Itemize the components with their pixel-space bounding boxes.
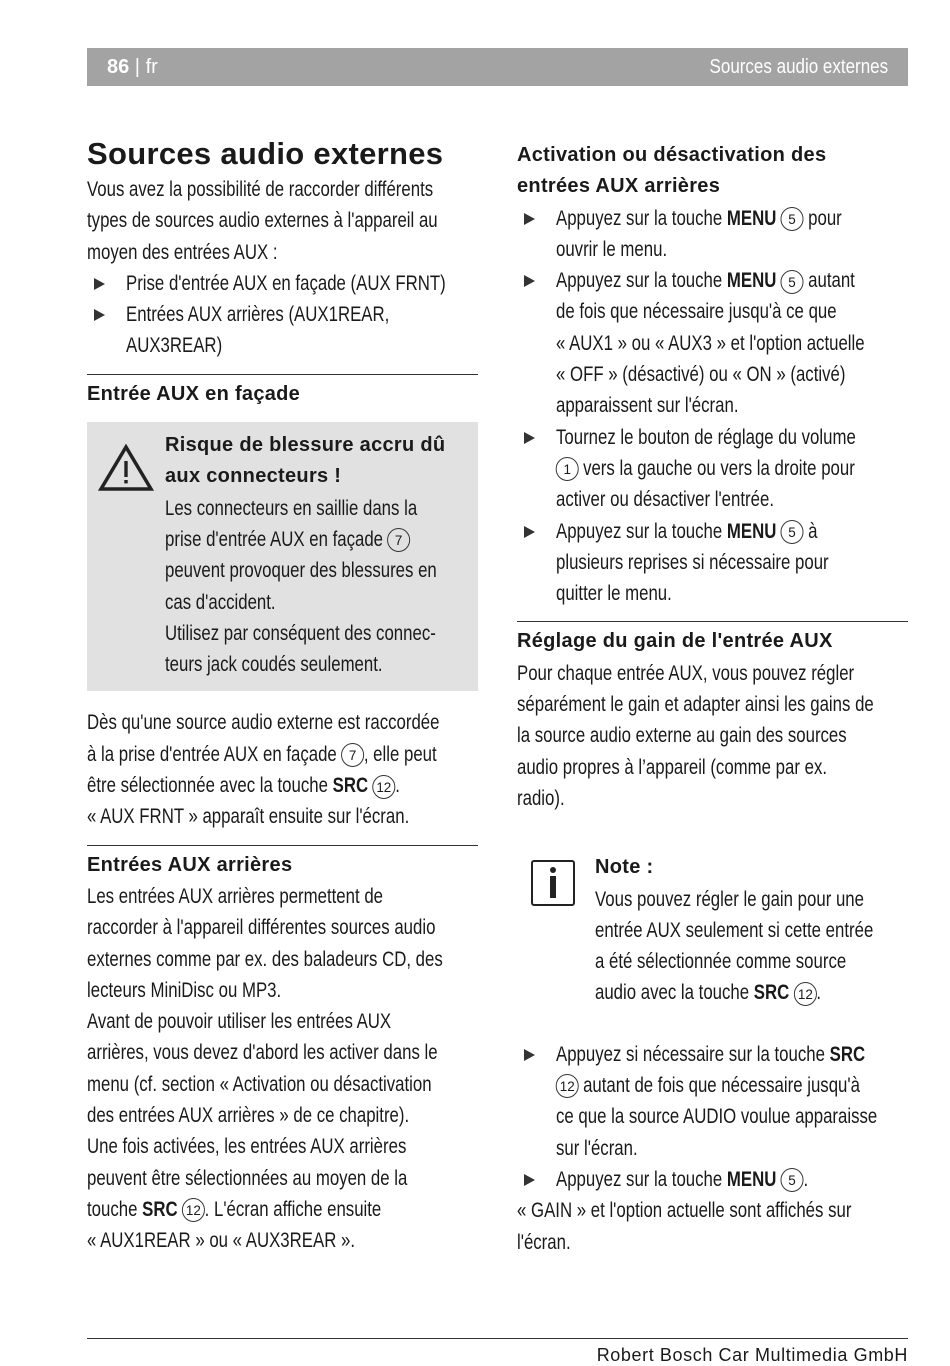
bullet-arrow-icon xyxy=(524,1174,535,1186)
text-line xyxy=(165,618,436,649)
bullet-item xyxy=(517,422,908,516)
key-label: MENU xyxy=(726,206,777,230)
subsection-heading: Activation ou désactivation des xyxy=(517,144,827,166)
key-label: SRC xyxy=(142,1197,178,1221)
bullet-item xyxy=(87,268,478,299)
warning-title: aux connecteurs ! xyxy=(165,465,342,488)
text-line xyxy=(165,493,418,524)
warning-box xyxy=(87,422,478,691)
text-segment: Appuyez sur la touche xyxy=(556,519,727,543)
text-segment: séparément le gain et adapter ainsi les gains de xyxy=(517,693,874,717)
text-segment: Les entrées AUX arrières permettent de xyxy=(87,884,384,908)
text-line xyxy=(556,1133,838,1164)
text-line xyxy=(87,944,443,975)
divider xyxy=(87,374,478,375)
paragraph xyxy=(517,658,908,814)
callout-number: 12 xyxy=(372,775,395,799)
text-segment: Appuyez sur la touche xyxy=(556,269,727,293)
text-segment: peuvent provoquer des blessures en xyxy=(165,559,437,583)
paragraph xyxy=(87,174,478,268)
text-line xyxy=(126,268,446,299)
callout-number: 12 xyxy=(556,1074,579,1098)
text-line xyxy=(556,1101,878,1132)
text-line xyxy=(87,1100,410,1131)
text-line xyxy=(517,752,830,783)
text-line xyxy=(556,265,855,296)
text-line xyxy=(87,1225,400,1256)
text-line xyxy=(517,658,855,689)
subsection-heading: Entrées AUX arrières xyxy=(87,853,293,876)
text-segment: prise d'entrée AUX en façade xyxy=(165,527,388,551)
text-line xyxy=(556,516,838,547)
text-segment: Pour chaque entrée AUX, vous pouvez régler xyxy=(517,661,855,685)
divider xyxy=(87,845,478,846)
text-line xyxy=(87,174,434,205)
text-segment: AUX3REAR) xyxy=(126,334,223,358)
text-segment: . xyxy=(395,774,400,798)
key-label: MENU xyxy=(726,519,777,543)
text-segment: Une fois activées, les entrées AUX arrières xyxy=(87,1135,407,1159)
text-segment: peuvent être sélectionnées au moyen de la xyxy=(87,1166,408,1190)
text-segment: plusieurs reprises si nécessaire pour xyxy=(556,550,829,574)
text-line xyxy=(595,915,874,946)
bullet-item xyxy=(517,203,908,266)
paragraph xyxy=(517,1195,908,1258)
callout-number: 12 xyxy=(794,982,817,1006)
callout-number: 5 xyxy=(781,270,804,294)
text-segment: Prise d'entrée AUX en façade (AUX FRNT) xyxy=(126,271,446,295)
bullet-item xyxy=(517,516,908,610)
key-label: SRC xyxy=(332,774,369,798)
text-line xyxy=(126,330,408,361)
text-segment: de fois que nécessaire jusqu'à ce que xyxy=(556,300,837,324)
text-segment: entrée AUX seulement si cette entrée xyxy=(595,918,874,942)
text-segment: des entrées AUX arrières » de ce chapitre). xyxy=(87,1104,410,1128)
text-line xyxy=(87,1194,400,1225)
callout-number: 7 xyxy=(341,743,364,767)
text-line xyxy=(87,770,400,801)
text-segment: à xyxy=(803,519,818,543)
text-line xyxy=(556,1070,860,1101)
text-line xyxy=(556,390,838,421)
bullet-item xyxy=(517,1039,908,1164)
text-segment: a été sélectionnée comme source xyxy=(595,950,847,974)
text-segment: « OFF » (désactivé) ou « ON » (activé) xyxy=(556,363,846,387)
subsection-heading: Entrée AUX en façade xyxy=(87,382,301,405)
text-line xyxy=(556,422,856,453)
divider xyxy=(517,621,908,622)
page-footer xyxy=(87,1338,908,1365)
text-line xyxy=(556,328,865,359)
right-column xyxy=(517,140,908,1258)
warning-triangle-icon xyxy=(98,444,154,497)
bullet-arrow-icon xyxy=(524,1049,535,1061)
key-label: SRC xyxy=(753,981,790,1005)
text-line xyxy=(87,1006,400,1037)
callout-number: 5 xyxy=(781,207,804,231)
text-segment: Dès qu'une source audio externe est raccordée xyxy=(87,711,440,735)
text-segment: lecteurs MiniDisc ou MP3. xyxy=(87,978,282,1002)
text-line xyxy=(165,649,412,680)
callout-number: 1 xyxy=(556,457,579,481)
text-segment: radio). xyxy=(517,786,565,810)
text-line xyxy=(87,1163,408,1194)
text-segment: « AUX1 » ou « AUX3 » et l'option actuelle xyxy=(556,331,865,355)
text-segment: pour xyxy=(803,206,842,230)
warning-title: Risque de blessure accru dû xyxy=(165,434,446,457)
text-segment: sur l'écran. xyxy=(556,1136,638,1160)
text-line xyxy=(165,587,412,618)
footer-company: Robert Bosch Car Multimedia GmbH xyxy=(596,1345,908,1365)
note-title: Note : xyxy=(595,856,654,879)
bullet-arrow-icon xyxy=(524,213,535,225)
text-segment: Entrées AUX arrières (AUX1REAR, xyxy=(126,303,390,327)
text-segment: la source audio externe au gain des sources xyxy=(517,724,847,748)
text-segment: . L'écran affiche ensuite xyxy=(204,1197,382,1221)
text-segment: autant xyxy=(803,269,855,293)
bullet-item xyxy=(87,299,478,362)
bullet-arrow-icon xyxy=(524,432,535,444)
text-segment: à la prise d'entrée AUX en façade xyxy=(87,742,342,766)
text-segment: autant de fois que nécessaire jusqu'à xyxy=(578,1074,860,1098)
text-segment: teurs jack coudés seulement. xyxy=(165,653,383,677)
callout-number: 5 xyxy=(781,1168,804,1192)
text-segment: « GAIN » et l'option actuelle sont affichés sur xyxy=(517,1199,852,1223)
text-segment: raccorder à l'appareil différentes sources audio xyxy=(87,916,436,940)
text-line xyxy=(595,977,845,1008)
left-column xyxy=(87,134,478,1257)
text-line xyxy=(517,1227,830,1258)
text-segment: touche xyxy=(87,1197,143,1221)
text-segment: , elle peut xyxy=(363,742,437,766)
info-icon xyxy=(531,860,575,906)
text-segment: types de sources audio externes à l'appareil au xyxy=(87,209,438,233)
text-line xyxy=(556,484,838,515)
text-line xyxy=(87,237,400,268)
text-line xyxy=(556,296,838,327)
bullet-item xyxy=(517,1164,908,1195)
text-line xyxy=(126,299,408,330)
bullet-arrow-icon xyxy=(524,275,535,287)
text-segment: cas d'accident. xyxy=(165,590,276,614)
text-segment: « AUX1REAR » ou « AUX3REAR ». xyxy=(87,1229,356,1253)
text-segment: quitter le menu. xyxy=(556,582,672,606)
text-line xyxy=(517,689,874,720)
text-line xyxy=(87,881,400,912)
text-segment: « AUX FRNT » apparaît ensuite sur l'écran. xyxy=(87,805,410,829)
text-segment: externes comme par ex. des baladeurs CD, des xyxy=(87,947,443,971)
text-segment: Avant de pouvoir utiliser les entrées AUX xyxy=(87,1010,392,1034)
text-segment: moyen des entrées AUX : xyxy=(87,240,278,264)
text-line xyxy=(87,707,440,738)
text-line xyxy=(517,783,830,814)
page-header xyxy=(87,48,908,86)
text-segment: Les connecteurs en saillie dans la xyxy=(165,496,418,520)
text-line xyxy=(87,739,437,770)
paragraph xyxy=(87,881,478,1257)
text-segment: audio propres à l’appareil (comme par ex. xyxy=(517,755,828,779)
text-segment: apparaissent sur l'écran. xyxy=(556,394,739,418)
subsection-heading: entrées AUX arrières xyxy=(517,175,721,198)
text-line xyxy=(87,1037,438,1068)
key-label: MENU xyxy=(726,269,777,293)
text-line xyxy=(87,205,438,236)
text-line xyxy=(517,720,847,751)
text-segment: l'écran. xyxy=(517,1230,571,1254)
paragraph xyxy=(87,707,478,832)
note-box xyxy=(517,852,908,1008)
text-segment: . xyxy=(816,981,822,1005)
section-title: Sources audio externes xyxy=(709,56,888,78)
text-segment: vers la gauche ou vers la droite pour xyxy=(578,456,855,480)
bullet-arrow-icon xyxy=(524,526,535,538)
text-line xyxy=(556,234,838,265)
bullet-arrow-icon xyxy=(94,278,105,290)
text-segment: . xyxy=(803,1167,809,1191)
text-line xyxy=(87,1131,407,1162)
text-line xyxy=(556,203,842,234)
text-segment: Utilisez par conséquent des connec- xyxy=(165,621,436,645)
text-segment: être sélectionnée avec la touche xyxy=(87,774,333,798)
section-heading: Sources audio externes xyxy=(87,136,444,171)
text-segment: menu (cf. section « Activation ou désactivation xyxy=(87,1072,432,1096)
subsection-heading: Réglage du gain de l'entrée AUX xyxy=(517,630,833,653)
text-line xyxy=(165,524,412,555)
text-segment: ouvrir le menu. xyxy=(556,237,668,261)
text-line xyxy=(595,946,845,977)
language: fr xyxy=(145,56,158,78)
text-segment: Tournez le bouton de réglage du volume xyxy=(556,425,856,449)
text-line xyxy=(87,1069,432,1100)
page-info: 86 | fr xyxy=(107,56,158,78)
text-line xyxy=(595,884,864,915)
text-segment: Appuyez sur la touche xyxy=(556,206,727,230)
text-line xyxy=(556,1164,838,1195)
text-line xyxy=(517,1195,852,1226)
bullet-item xyxy=(517,265,908,421)
text-line xyxy=(87,912,436,943)
text-line xyxy=(556,547,838,578)
text-segment: ce que la source AUDIO voulue apparaisse xyxy=(556,1105,878,1129)
text-line xyxy=(556,359,846,390)
page-number: 86 xyxy=(107,56,130,78)
text-segment: audio avec la touche xyxy=(595,981,754,1005)
text-segment: Appuyez sur la touche xyxy=(556,1167,727,1191)
text-segment: Appuyez si nécessaire sur la touche xyxy=(556,1042,830,1066)
text-segment: activer ou désactiver l'entrée. xyxy=(556,488,774,512)
text-line xyxy=(556,453,855,484)
callout-number: 7 xyxy=(387,528,410,552)
text-line xyxy=(87,975,400,1006)
text-segment: Vous avez la possibilité de raccorder différents xyxy=(87,178,434,201)
text-line xyxy=(556,578,838,609)
key-label: MENU xyxy=(726,1167,777,1191)
callout-number: 12 xyxy=(182,1198,205,1222)
bullet-arrow-icon xyxy=(94,309,105,321)
text-line xyxy=(165,555,437,586)
text-line xyxy=(87,801,410,832)
text-segment: arrières, vous devez d'abord les activer dans le xyxy=(87,1041,438,1065)
callout-number: 5 xyxy=(781,520,804,544)
text-line xyxy=(556,1039,866,1070)
key-label: SRC xyxy=(829,1042,866,1066)
text-segment: Vous pouvez régler le gain pour une xyxy=(595,887,864,911)
